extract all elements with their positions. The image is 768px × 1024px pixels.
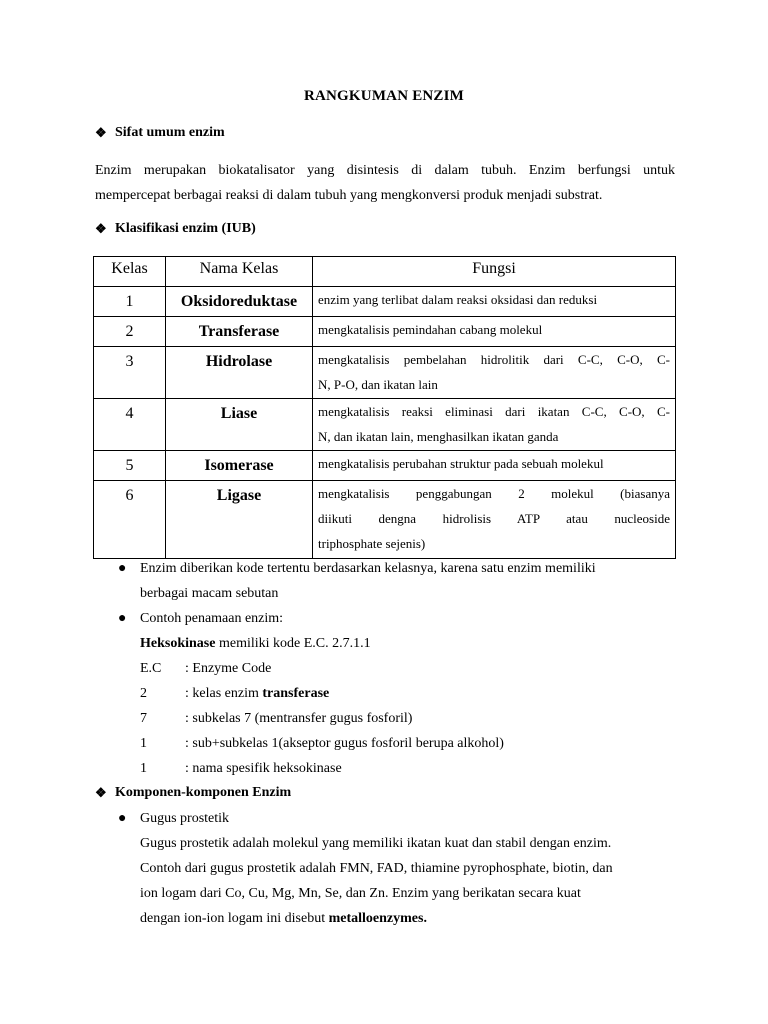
cell-fungsi bbox=[313, 481, 676, 559]
column-header-fungsi: Fungsi bbox=[313, 257, 676, 287]
bullet-dot-icon: ● bbox=[118, 811, 127, 826]
fungsi-line: N, dan ikatan lain, menghasilkan ikatan ganda bbox=[318, 429, 559, 444]
table-row bbox=[94, 399, 676, 451]
diamond-bullet-icon: ❖ bbox=[95, 221, 107, 236]
sifat-paragraph-line1: Enzim merupakan biokatalisator yang disintesis di dalam tubuh. Enzim berfungsi untuk bbox=[95, 163, 675, 178]
komponen-paragraph-line1: Gugus prostetik adalah molekul yang memiliki ikatan kuat dan stabil dengan enzim. bbox=[140, 836, 612, 851]
fungsi-line: mengkatalisis penggabungan 2 molekul (biasanya bbox=[318, 486, 670, 501]
cell-fungsi: enzim yang terlibat dalam reaksi oksidasi dan reduksi bbox=[313, 287, 676, 317]
cell-nama: Transferase bbox=[166, 317, 313, 347]
diamond-bullet-icon: ❖ bbox=[95, 125, 107, 140]
code-key: 1 bbox=[140, 736, 147, 751]
fungsi-line: triphosphate sejenis) bbox=[318, 536, 426, 551]
cell-nama: Liase bbox=[166, 399, 313, 451]
heading-text: Sifat umum enzim bbox=[115, 125, 225, 140]
section-heading-sifat bbox=[95, 125, 225, 141]
example-code-text: memiliki kode E.C. 2.7.1.1 bbox=[215, 636, 371, 651]
heading-text: Klasifikasi enzim (IUB) bbox=[115, 221, 256, 236]
code-key: 2 bbox=[140, 686, 147, 701]
code-value-bold: transferase bbox=[262, 686, 330, 701]
fungsi-line: mengkatalisis reaksi eliminasi dari ikatan C-C, C-O, C- bbox=[318, 404, 670, 419]
column-header-kelas: Kelas bbox=[94, 257, 166, 287]
cell-kelas: 4 bbox=[94, 399, 166, 451]
fungsi-line: mengkatalisis pembelahan hidrolitik dari C-C, C-O, C- bbox=[318, 352, 670, 367]
cell-kelas: 3 bbox=[94, 347, 166, 399]
cell-nama: Isomerase bbox=[166, 451, 313, 481]
cell-fungsi: mengkatalisis pemindahan cabang molekul bbox=[313, 317, 676, 347]
table-row bbox=[94, 287, 676, 317]
cell-kelas: 5 bbox=[94, 451, 166, 481]
paragraph-text: dengan ion-ion logam ini disebut bbox=[140, 911, 329, 926]
document-title: RANGKUMAN ENZIM bbox=[303, 88, 465, 104]
cell-fungsi bbox=[313, 399, 676, 451]
komponen-paragraph-line3: ion logam dari Co, Cu, Mg, Mn, Se, dan Zn. Enzim yang berikatan secara kuat bbox=[140, 886, 581, 901]
fungsi-line: diikuti dengna hidrolisis ATP atau nucleoside bbox=[318, 511, 670, 526]
table-header-row bbox=[94, 257, 676, 287]
metalloenzymes-term: metalloenzymes. bbox=[328, 911, 427, 926]
bullet-dot-icon: ● bbox=[118, 561, 127, 576]
bullet-dot-icon: ● bbox=[118, 611, 127, 626]
code-value: : nama spesifik heksokinase bbox=[185, 761, 342, 776]
section-heading-komponen bbox=[95, 785, 291, 801]
fungsi-line: N, P-O, dan ikatan lain bbox=[318, 377, 438, 392]
cell-fungsi bbox=[313, 347, 676, 399]
code-value: : Enzyme Code bbox=[185, 661, 272, 676]
code-value: : kelas enzim bbox=[185, 686, 263, 701]
komponen-paragraph-line4 bbox=[140, 906, 675, 931]
enzyme-classification-table bbox=[93, 256, 676, 559]
code-key: E.C bbox=[140, 661, 162, 676]
bullet-kode-line1: Enzim diberikan kode tertentu berdasarkan kelasnya, karena satu enzim memiliki bbox=[140, 561, 596, 576]
cell-nama: Hidrolase bbox=[166, 347, 313, 399]
table-row bbox=[94, 347, 676, 399]
diamond-bullet-icon: ❖ bbox=[95, 785, 107, 800]
column-header-nama-kelas: Nama Kelas bbox=[166, 257, 313, 287]
cell-kelas: 1 bbox=[94, 287, 166, 317]
code-row bbox=[140, 731, 504, 756]
table-row bbox=[94, 317, 676, 347]
sifat-paragraph-line2: mempercepat berbagai reaksi di dalam tubuh yang mengkonversi produk menjadi substrat. bbox=[95, 188, 603, 203]
code-row bbox=[140, 756, 342, 781]
code-key: 1 bbox=[140, 761, 147, 776]
example-heksokinase bbox=[140, 631, 371, 656]
bullet-gugus-prostetik: Gugus prostetik bbox=[140, 811, 230, 826]
cell-nama: Ligase bbox=[166, 481, 313, 559]
heading-text: Komponen-komponen Enzim bbox=[115, 785, 292, 800]
cell-kelas: 6 bbox=[94, 481, 166, 559]
code-value: : subkelas 7 (mentransfer gugus fosforil) bbox=[185, 711, 413, 726]
cell-nama: Oksidoreduktase bbox=[166, 287, 313, 317]
section-heading-klasifikasi bbox=[95, 221, 256, 237]
code-row bbox=[140, 656, 271, 681]
example-enzyme-name: Heksokinase bbox=[140, 636, 216, 651]
code-row bbox=[140, 706, 412, 731]
table-row bbox=[94, 481, 676, 559]
bullet-kode-line2: berbagai macam sebutan bbox=[140, 586, 279, 601]
table-row bbox=[94, 451, 676, 481]
komponen-paragraph-line2: Contoh dari gugus prostetik adalah FMN, FAD, thiamine pyrophosphate, biotin, dan bbox=[140, 861, 613, 876]
code-key: 7 bbox=[140, 711, 147, 726]
code-value: : sub+subkelas 1(akseptor gugus fosforil berupa alkohol) bbox=[185, 736, 504, 751]
cell-fungsi: mengkatalisis perubahan struktur pada sebuah molekul bbox=[313, 451, 676, 481]
code-row bbox=[140, 681, 329, 706]
bullet-contoh-penamaan: Contoh penamaan enzim: bbox=[140, 611, 284, 626]
cell-kelas: 2 bbox=[94, 317, 166, 347]
